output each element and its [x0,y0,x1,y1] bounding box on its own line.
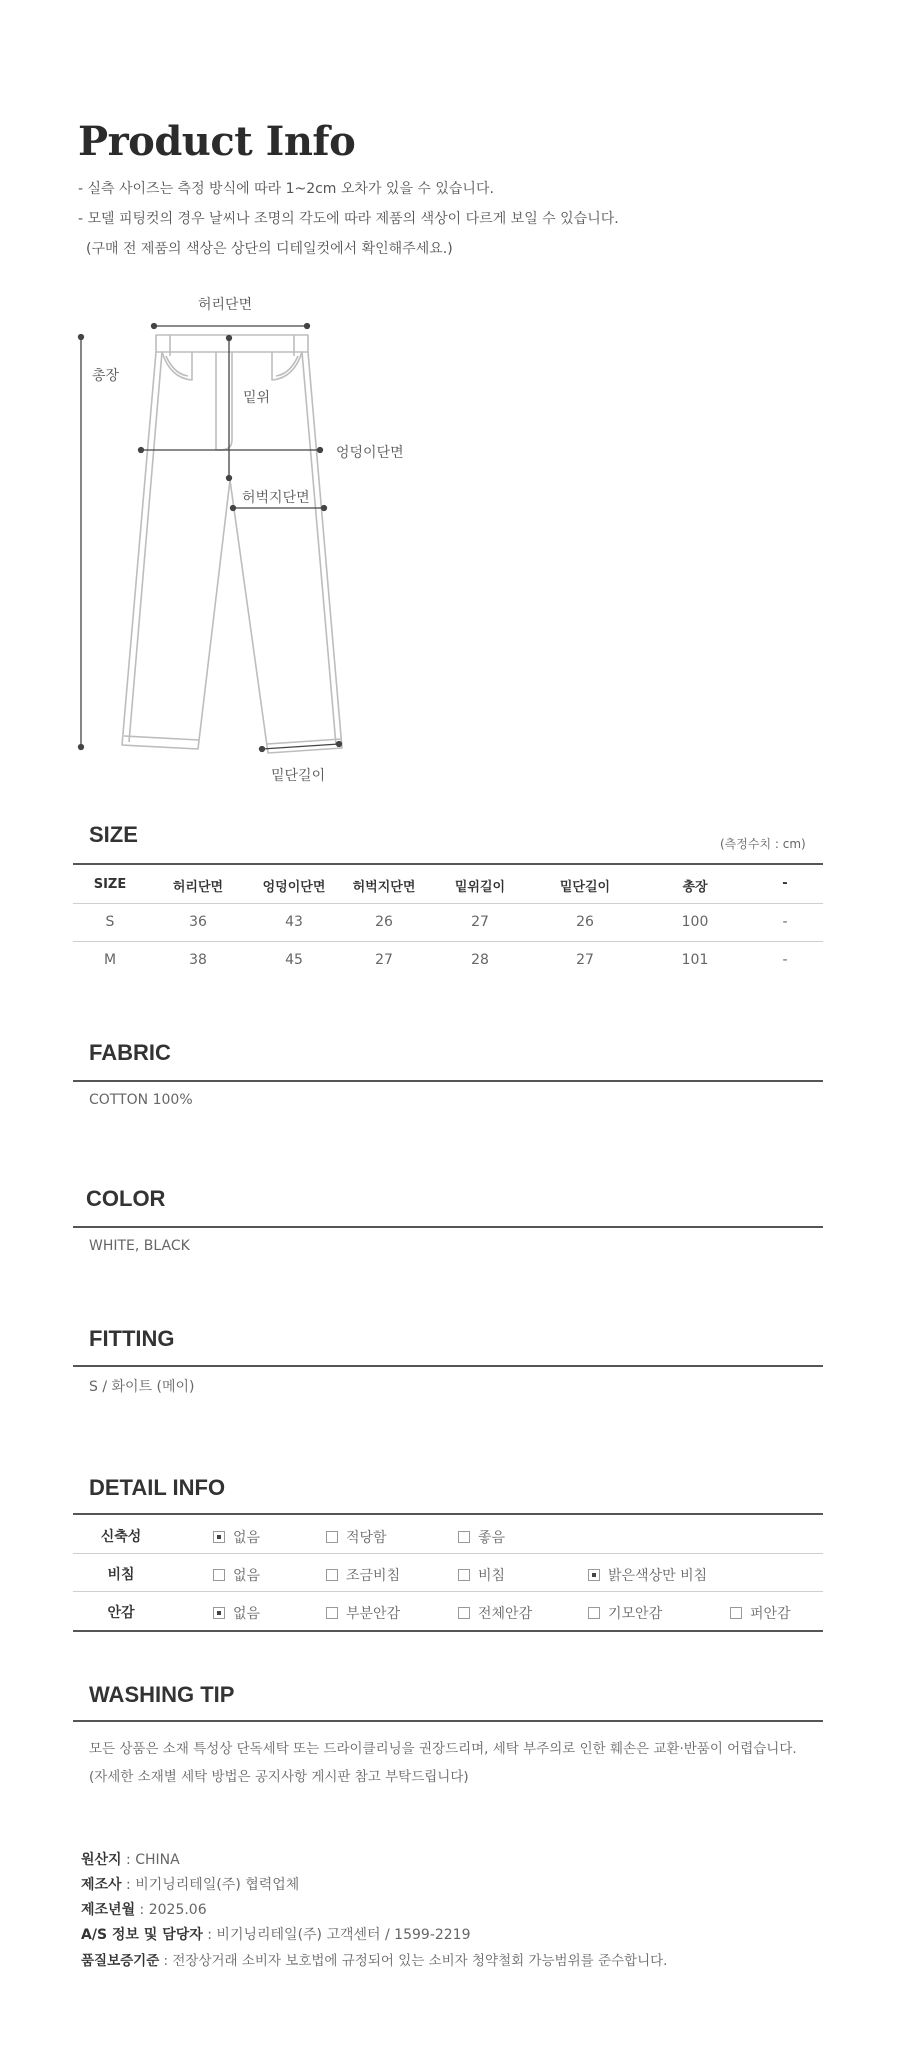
checkbox-icon [326,1531,338,1543]
option-sheer-none [213,1565,260,1585]
size-note: - 실측 사이즈는 측정 방식에 따라 1~2cm 오차가 있을 수 있습니다. [78,181,494,197]
option-label: 기모안감 [608,1606,663,1622]
pants-illustration [70,290,430,790]
option-label: 밝은색상만 비침 [608,1568,708,1584]
checkbox-icon [213,1569,225,1581]
size-cell: 28 [471,952,489,968]
detail-row-divider [73,1553,823,1554]
option-stretch-moderate [326,1527,387,1547]
option-label: 전체안감 [478,1606,533,1622]
detail-label-lining: 안감 [107,1605,135,1621]
detail-section-title: DETAIL INFO [89,1475,226,1500]
option-label: 없음 [233,1606,261,1622]
option-lining-partial [326,1603,400,1623]
size-section-title: SIZE [89,822,138,847]
option-lining-none [213,1603,260,1623]
size-col-thigh: 허벅지단면 [352,880,416,895]
checkbox-icon [588,1607,600,1619]
info-label: 원산지 [81,1852,122,1868]
fabric-section-title: FABRIC [89,1040,171,1065]
size-table-top-rule [73,863,823,865]
info-label: 제조사 [81,1877,122,1893]
option-label: 부분안감 [346,1606,401,1622]
info-label: 제조년월 [81,1902,136,1918]
checkbox-icon [326,1569,338,1581]
info-value: : 전장상거래 소비자 보호법에 규정되어 있는 소비자 청약철회 가능범위를 준수합니다. [159,1953,668,1969]
option-label: 좋음 [478,1530,506,1546]
size-cell: 27 [576,952,594,968]
checkbox-icon [458,1531,470,1543]
size-cell: S [105,914,115,930]
option-sheer-yes [458,1565,505,1585]
hem-label: 밑단길이 [271,768,326,784]
pants-measurement-diagram [70,290,430,790]
size-col-length: 총장 [682,880,708,895]
detail-label-sheerness: 비침 [107,1567,135,1583]
option-lining-fleece [588,1603,662,1623]
size-cell: 100 [681,914,709,930]
page-title: Product Info [78,118,356,165]
info-quality-standard [81,1949,667,1969]
detail-rule [73,1513,823,1515]
checkbox-icon [730,1607,742,1619]
washing-rule [73,1720,823,1722]
option-label: 비침 [478,1568,506,1584]
option-label: 없음 [233,1530,261,1546]
size-col-hem: 밑단길이 [559,880,611,895]
fitting-section-title: FITTING [89,1326,175,1351]
size-cell: M [103,952,117,968]
option-label: 적당함 [346,1530,387,1546]
detail-label-stretch: 신축성 [100,1529,142,1545]
option-lining-full [458,1603,532,1623]
info-value: : 2025.06 [135,1902,207,1918]
washing-line-1: 모든 상품은 소재 특성상 단독세탁 또는 드라이클리닝을 권장드리며, 세탁 부주의로 인한 훼손은 교환·반품이 어렵습니다. [89,1741,797,1757]
size-col-extra: - [782,876,788,891]
option-stretch-good [458,1527,505,1547]
info-value: : 비기닝리테일(주) 고객센터 / 1599-2219 [202,1927,471,1943]
color-note-sub: (구매 전 제품의 색상은 상단의 디테일컷에서 확인해주세요.) [86,241,453,257]
option-sheer-light-colors [588,1565,707,1585]
size-cell: - [782,952,788,968]
fitting-value: S / 화이트 (메이) [89,1379,195,1395]
size-col-size: SIZE [93,877,127,892]
size-col-rise: 밑위길이 [454,880,506,895]
info-origin [81,1849,180,1869]
option-lining-fur [730,1603,791,1623]
option-stretch-none [213,1527,260,1547]
size-cell: 26 [576,914,594,930]
total-length-label: 총장 [92,368,120,384]
unit-note: (측정수치 : cm) [720,837,806,851]
info-value: : 비기닝리테일(주) 협력업체 [121,1877,300,1893]
checkbox-icon [458,1607,470,1619]
size-cell: 38 [189,952,207,968]
waist-label: 허리단면 [198,297,253,313]
color-section-title: COLOR [86,1186,166,1211]
color-note: - 모델 피팅컷의 경우 날씨나 조명의 각도에 따라 제품의 색상이 다르게 보일 수 있습니다. [78,211,619,227]
fitting-rule [73,1365,823,1367]
checkbox-icon [326,1607,338,1619]
size-table-row-divider [73,903,823,904]
detail-bottom-rule [73,1630,823,1632]
size-cell: 26 [375,914,393,930]
fabric-value: COTTON 100% [89,1092,193,1108]
checkbox-checked-icon [213,1531,225,1543]
size-cell: 36 [189,914,207,930]
color-rule [73,1226,823,1228]
option-label: 없음 [233,1568,261,1584]
hip-label: 엉덩이단면 [336,445,404,461]
option-label: 조금비침 [346,1568,401,1584]
size-table-row-divider [73,941,823,942]
washing-line-2: (자세한 소재별 세탁 방법은 공지사항 게시판 참고 부탁드립니다) [89,1769,469,1785]
info-label: A/S 정보 및 담당자 [81,1927,203,1943]
checkbox-checked-icon [213,1607,225,1619]
size-cell: 43 [285,914,303,930]
size-cell: - [782,914,788,930]
size-col-waist: 허리단면 [172,880,224,895]
size-cell: 27 [375,952,393,968]
info-as-contact [81,1924,471,1944]
detail-row-divider [73,1591,823,1592]
option-label: 퍼안감 [750,1606,791,1622]
size-col-hip: 엉덩이단면 [262,880,326,895]
size-cell: 45 [285,952,303,968]
checkbox-icon [458,1569,470,1581]
info-manufacturer [81,1874,299,1894]
info-manufacture-date [81,1899,207,1919]
rise-label: 밑위 [243,390,271,406]
color-value: WHITE, BLACK [89,1238,190,1254]
washing-section-title: WASHING TIP [89,1682,235,1707]
checkbox-checked-icon [588,1569,600,1581]
option-sheer-slight [326,1565,400,1585]
size-cell: 101 [681,952,709,968]
size-cell: 27 [471,914,489,930]
thigh-label: 허벅지단면 [242,490,310,506]
info-label: 품질보증기준 [81,1953,160,1969]
info-value: : CHINA [121,1852,180,1868]
fabric-rule [73,1080,823,1082]
